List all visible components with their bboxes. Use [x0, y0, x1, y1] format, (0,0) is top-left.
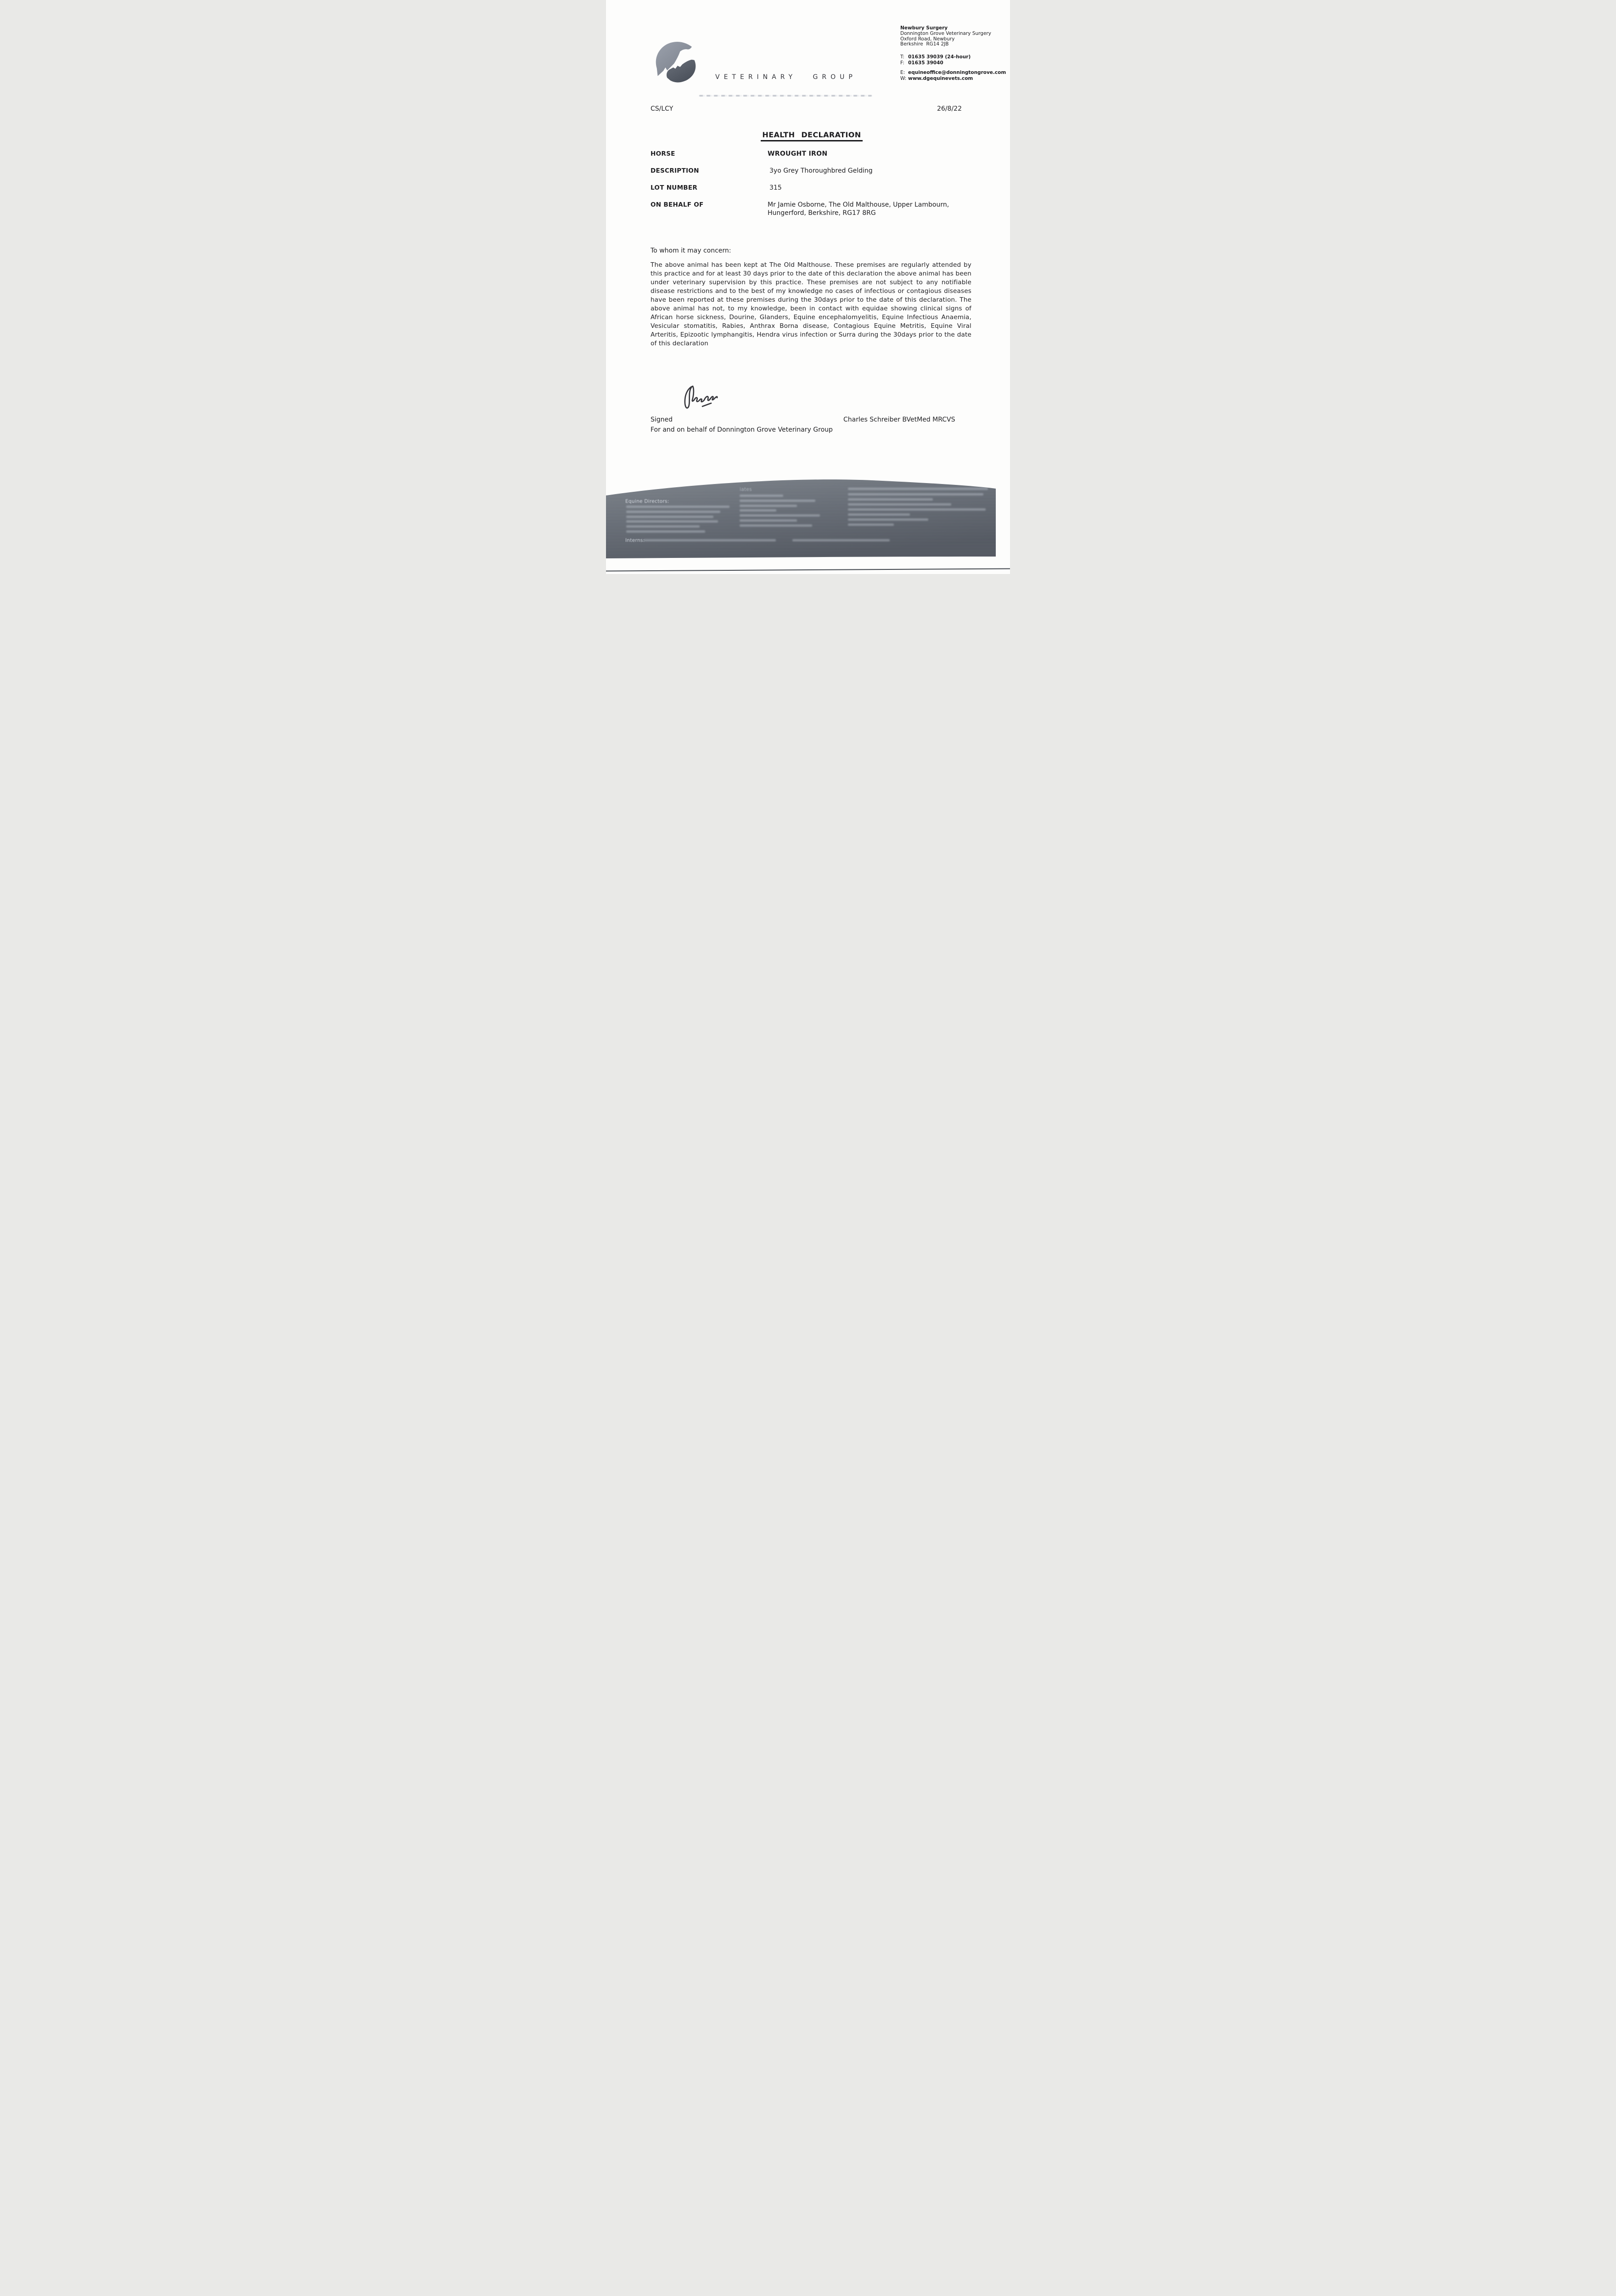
illegible-text-line: [626, 525, 700, 528]
field-label-on-behalf-of: ON BEHALF OF: [651, 201, 704, 208]
illegible-text-line: [848, 518, 928, 521]
email-address: equineoffice@donningtongrove.com: [908, 70, 1006, 75]
illegible-text-line: [848, 513, 910, 516]
equine-directors-label: Equine Directors:: [625, 499, 669, 504]
reference-code: CS/LCY: [651, 105, 673, 113]
document-title: [610, 130, 1010, 141]
address-line: Oxford Road, Newbury: [900, 36, 955, 42]
illegible-text-line: [792, 539, 890, 541]
phone-number: 01635 39039 (24-hour): [908, 54, 971, 60]
field-label-horse: HORSE: [651, 150, 675, 158]
illegible-text-line: [740, 514, 820, 517]
illegible-text-line: [848, 488, 988, 490]
illegible-text-line: [626, 520, 718, 523]
brand-wordmark: VETERINARY GROUP: [715, 73, 857, 81]
handwritten-signature: [679, 383, 723, 411]
email-label: E:: [900, 70, 905, 75]
illegible-text-line: [848, 523, 894, 526]
illegible-text-line: [848, 493, 983, 495]
address-block: [900, 26, 991, 47]
field-label-lot-number: LOT NUMBER: [651, 184, 698, 191]
horse-duo-logo-icon: [655, 40, 698, 85]
web-label: W:: [900, 76, 907, 82]
illegible-text-line: [740, 509, 776, 512]
illegible-text-line: [626, 530, 705, 533]
field-value-horse: WROUGHT IRON: [768, 150, 828, 158]
field-label-description: DESCRIPTION: [651, 167, 699, 174]
associates-label-partial: iates: [740, 487, 752, 492]
surgery-name: Newbury Surgery: [900, 25, 948, 31]
illegible-text-line: [740, 495, 783, 497]
letter-date: 26/8/22: [937, 105, 962, 113]
illegible-text-line: [626, 511, 720, 513]
illegible-text-line: [740, 505, 797, 507]
phone-label: T:: [900, 54, 904, 60]
field-value-description: 3yo Grey Thoroughbred Gelding: [769, 167, 873, 174]
phone-fax-block: [900, 54, 971, 66]
web-address: www.dgequinevets.com: [908, 76, 973, 82]
illegible-text-line: [848, 503, 951, 506]
document-page: [606, 0, 1010, 574]
salutation: To whom it may concern:: [651, 247, 731, 254]
signed-label: Signed: [651, 416, 673, 423]
signatory-name: Charles Schreiber BVetMed MRCVS: [843, 416, 955, 423]
interns-label: Interns:: [625, 538, 645, 543]
illegible-text-line: [848, 508, 986, 511]
address-line: Donnington Grove Veterinary Surgery: [900, 30, 991, 36]
fax-label: F:: [900, 60, 904, 66]
field-value-lot-number: 315: [769, 184, 782, 191]
email-web-block: [900, 70, 1006, 82]
illegible-text-line: [644, 539, 776, 541]
body-paragraph: The above animal has been kept at The Old Malthouse. These premises are regularly attended by this practice and for at least 30 days prior to the date of this declaration the above animal has been under veterinary supervision by this practice. These premises are not subject to any notifiable disease restrictions and to the best of my knowledge no cases of infectious or contagious diseases have been reported at these premises during the 30days prior to the date of this declaration. The above animal has not, to my knowledge, been in contact with equidae showing clinical signs of African horse sickness, Dourine, Glanders, Equine encephalomyelitis, Equine Infectious Anaemia, Vesicular stomatitis, Rabies, Anthrax Borna disease, Contagious Equine Metritis, Equine Viral Arteritis, Epizootic lymphangitis, Hendra virus infection or Surra during the 30days prior to the date of this declaration: [651, 261, 971, 347]
fax-number: 01635 39040: [908, 60, 943, 66]
address-line: Berkshire RG14 2JB: [900, 41, 949, 47]
illegible-text-line: [626, 516, 713, 518]
illegible-text-line: [848, 498, 933, 501]
field-value-on-behalf-of: Mr Jamie Osborne, The Old Malthouse, Upper Lambourn, Hungerford, Berkshire, RG17 8RG: [768, 201, 949, 217]
on-behalf-line: For and on behalf of Donnington Grove Veterinary Group: [651, 426, 833, 433]
letterhead-divider: [699, 95, 872, 96]
illegible-text-line: [740, 524, 812, 527]
illegible-text-line: [626, 506, 729, 508]
illegible-text-line: [740, 519, 797, 522]
illegible-text-line: [740, 500, 815, 502]
document-title-text: HEALTH DECLARATION: [761, 130, 862, 141]
